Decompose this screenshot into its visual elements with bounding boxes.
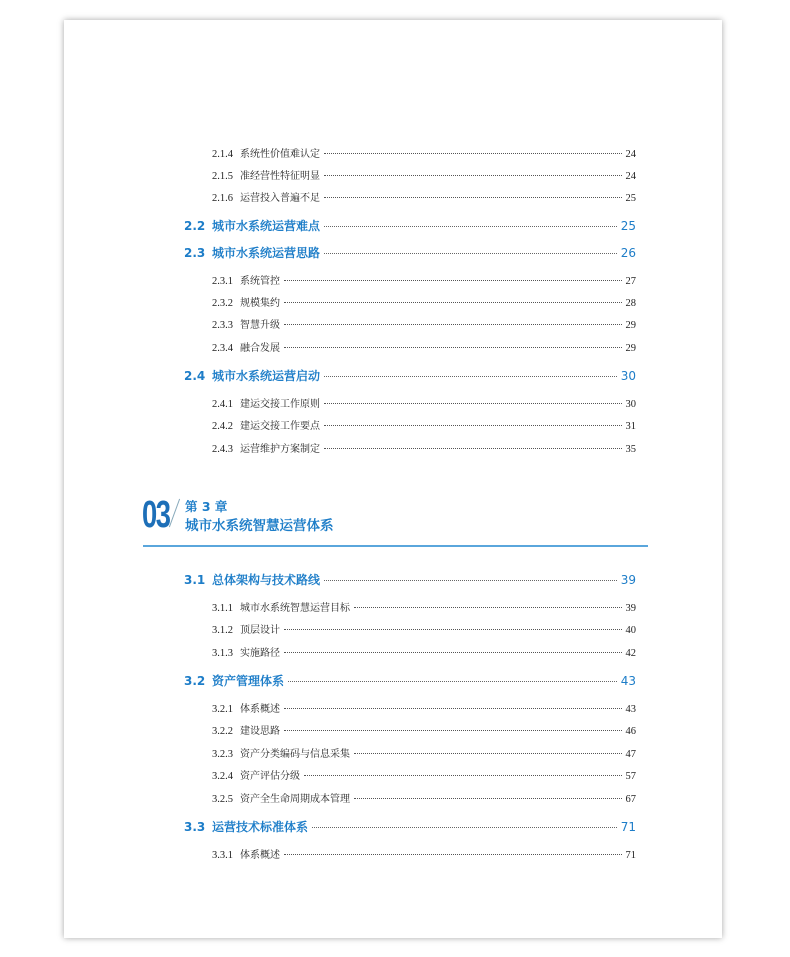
toc-section-entry[interactable] — [184, 367, 636, 384]
toc-section-entry[interactable] — [184, 217, 636, 234]
entry-number: 2.3.1 — [212, 276, 233, 287]
dot-leader — [324, 175, 622, 176]
toc-subsection-entry[interactable] — [212, 189, 636, 204]
entry-number: 2.4.3 — [212, 444, 233, 455]
toc-subsection-entry[interactable] — [212, 145, 636, 160]
toc-subsection-entry[interactable] — [212, 395, 636, 410]
entry-title: 融合发展 — [240, 343, 280, 354]
toc-subsection-entry[interactable] — [212, 440, 636, 455]
entry-number: 3.1.1 — [212, 603, 233, 614]
dot-leader — [324, 153, 622, 154]
entry-title: 城市水系统运营难点 — [212, 219, 321, 233]
chapter-rule — [143, 545, 648, 547]
dot-leader — [324, 448, 622, 449]
dot-leader — [304, 775, 622, 776]
entry-page: 30 — [625, 399, 636, 410]
dot-leader — [284, 280, 622, 281]
dot-leader — [284, 302, 622, 303]
dot-leader — [324, 197, 622, 198]
chapter-title: 城市水系统智慧运营体系 — [185, 518, 334, 534]
entry-page: 43 — [625, 704, 636, 715]
dot-leader — [324, 403, 622, 404]
dot-leader — [284, 652, 622, 653]
chapter-label: 第 3 章 — [185, 499, 228, 514]
entry-page: 57 — [625, 771, 636, 782]
dot-leader — [312, 827, 617, 828]
dot-leader — [284, 854, 622, 855]
entry-number: 3.1.3 — [212, 648, 233, 659]
entry-title: 建运交接工作原则 — [240, 399, 320, 410]
entry-title: 顶层设计 — [240, 625, 280, 636]
entry-title: 总体架构与技术路线 — [212, 573, 321, 587]
entry-page: 46 — [625, 726, 636, 737]
entry-page: 24 — [625, 149, 636, 160]
toc-subsection-entry[interactable] — [212, 846, 636, 861]
dot-leader — [324, 376, 617, 377]
entry-title: 资产分类编码与信息采集 — [240, 749, 350, 760]
entry-number: 3.2.3 — [212, 749, 233, 760]
toc-subsection-entry[interactable] — [212, 767, 636, 782]
entry-title: 系统性价值难认定 — [240, 149, 320, 160]
entry-number: 3.1 — [184, 573, 206, 587]
entry-page: 42 — [625, 648, 636, 659]
entry-number: 2.2 — [184, 219, 206, 233]
dot-leader — [324, 580, 617, 581]
dot-leader — [284, 708, 622, 709]
dot-leader — [284, 324, 622, 325]
entry-title: 建设思路 — [240, 726, 280, 737]
entry-title: 运营投入普遍不足 — [240, 193, 320, 204]
entry-number: 3.3 — [184, 820, 206, 834]
dot-leader — [354, 753, 622, 754]
entry-page: 28 — [625, 298, 636, 309]
entry-number: 2.1.5 — [212, 171, 233, 182]
toc-subsection-entry[interactable] — [212, 599, 636, 614]
toc-subsection-entry[interactable] — [212, 621, 636, 636]
entry-title: 实施路径 — [240, 648, 280, 659]
entry-number: 2.4.1 — [212, 399, 233, 410]
entry-title: 体系概述 — [240, 850, 280, 861]
entry-number: 3.2.2 — [212, 726, 233, 737]
toc-subsection-entry[interactable] — [212, 700, 636, 715]
entry-number: 3.2.4 — [212, 771, 233, 782]
dot-leader — [354, 607, 622, 608]
toc-subsection-entry[interactable] — [212, 167, 636, 182]
entry-page: 25 — [625, 193, 636, 204]
entry-title: 城市水系统运营思路 — [212, 246, 321, 260]
entry-title: 系统管控 — [240, 276, 280, 287]
entry-page: 71 — [625, 850, 636, 861]
chapter-number: 03 — [142, 494, 170, 536]
entry-number: 2.4 — [184, 369, 206, 383]
entry-title: 资产评估分级 — [240, 771, 300, 782]
entry-number: 2.1.4 — [212, 149, 233, 160]
entry-number: 3.3.1 — [212, 850, 233, 861]
entry-title: 资产全生命周期成本管理 — [240, 794, 350, 805]
entry-page: 40 — [625, 625, 636, 636]
entry-title: 运营技术标准体系 — [212, 820, 309, 834]
entry-number: 2.3.2 — [212, 298, 233, 309]
toc-subsection-entry[interactable] — [212, 272, 636, 287]
entry-number: 2.1.6 — [212, 193, 233, 204]
entry-page: 71 — [620, 820, 636, 834]
entry-page: 29 — [625, 320, 636, 331]
entry-number: 2.3.4 — [212, 343, 233, 354]
dot-leader — [284, 347, 622, 348]
dot-leader — [324, 425, 622, 426]
toc-subsection-entry[interactable] — [212, 644, 636, 659]
dot-leader — [284, 730, 622, 731]
toc-subsection-entry[interactable] — [212, 722, 636, 737]
toc-section-entry[interactable] — [184, 818, 636, 835]
entry-page: 24 — [625, 171, 636, 182]
entry-title: 城市水系统智慧运营目标 — [240, 603, 350, 614]
toc-subsection-entry[interactable] — [212, 339, 636, 354]
entry-page: 26 — [620, 246, 636, 260]
dot-leader — [354, 798, 622, 799]
entry-page: 29 — [625, 343, 636, 354]
entry-page: 25 — [620, 219, 636, 233]
entry-number: 3.2.5 — [212, 794, 233, 805]
entry-page: 30 — [620, 369, 636, 383]
entry-page: 27 — [625, 276, 636, 287]
entry-number: 3.2.1 — [212, 704, 233, 715]
dot-leader — [324, 226, 617, 227]
entry-page: 31 — [625, 421, 636, 432]
entry-title: 准经营性特征明显 — [240, 171, 320, 182]
toc-section-entry[interactable] — [184, 244, 636, 261]
entry-page: 47 — [625, 749, 636, 760]
entry-title: 建运交接工作要点 — [240, 421, 320, 432]
entry-page: 39 — [625, 603, 636, 614]
toc-section-entry[interactable] — [184, 672, 636, 689]
dot-leader — [324, 253, 617, 254]
entry-title: 体系概述 — [240, 704, 280, 715]
dot-leader — [288, 681, 617, 682]
toc-subsection-entry[interactable] — [212, 790, 636, 805]
dot-leader — [284, 629, 622, 630]
entry-number: 3.1.2 — [212, 625, 233, 636]
entry-number: 2.3.3 — [212, 320, 233, 331]
entry-title: 智慧升级 — [240, 320, 280, 331]
entry-page: 35 — [625, 444, 636, 455]
entry-number: 3.2 — [184, 674, 206, 688]
toc-subsection-entry[interactable] — [212, 316, 636, 331]
entry-number: 2.3 — [184, 246, 206, 260]
entry-page: 39 — [620, 573, 636, 587]
entry-page: 43 — [620, 674, 636, 688]
entry-number: 2.4.2 — [212, 421, 233, 432]
toc-subsection-entry[interactable] — [212, 294, 636, 309]
entry-title: 运营维护方案制定 — [240, 444, 320, 455]
entry-title: 城市水系统运营启动 — [212, 369, 321, 383]
toc-subsection-entry[interactable] — [212, 417, 636, 432]
toc-section-entry[interactable] — [184, 571, 636, 588]
entry-title: 资产管理体系 — [212, 674, 285, 688]
entry-page: 67 — [625, 794, 636, 805]
toc-subsection-entry[interactable] — [212, 745, 636, 760]
entry-title: 规模集约 — [240, 298, 280, 309]
